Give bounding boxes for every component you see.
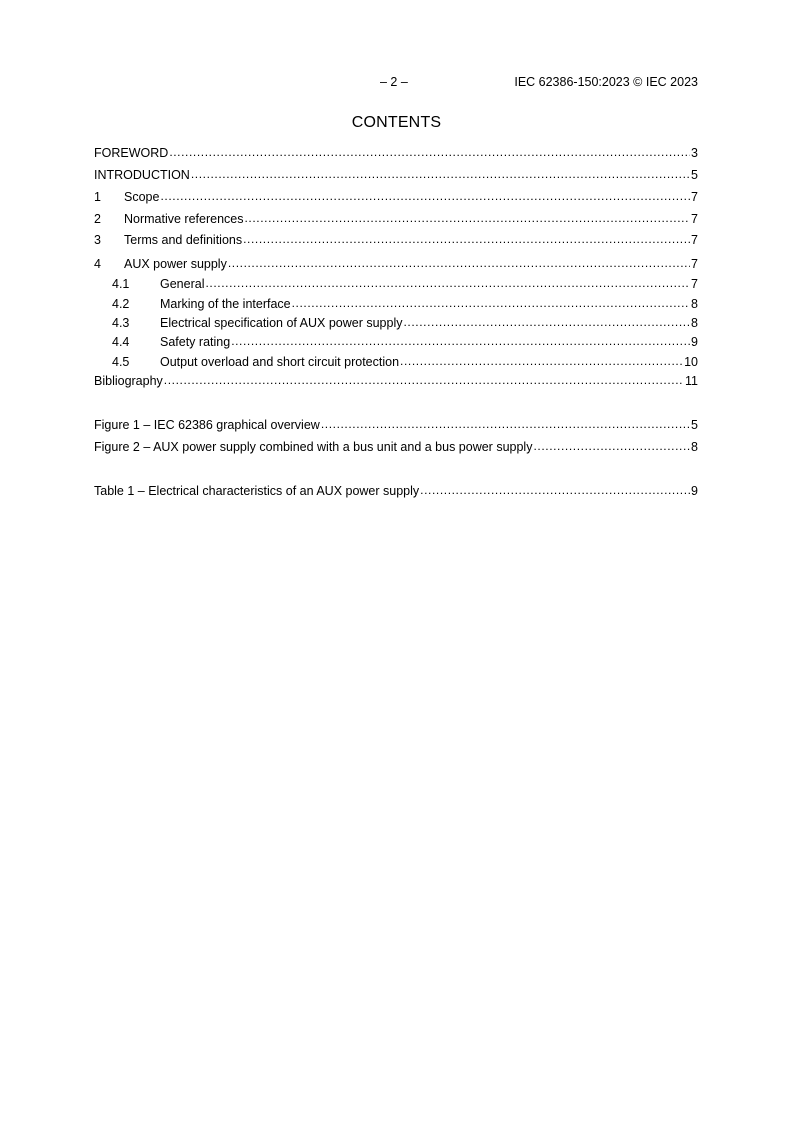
toc-entry-page: 7 [691, 257, 698, 271]
toc-entry-number: 1 [94, 190, 101, 204]
toc-entry-page: 10 [684, 355, 698, 369]
toc-entry-number: 4.3 [112, 316, 130, 330]
toc-entry-title: Normative references [124, 212, 244, 226]
toc-entry-title: Safety rating [160, 335, 231, 349]
toc-entry-normative-references[interactable] [94, 210, 698, 228]
toc-entry-number: 4.2 [112, 297, 130, 311]
toc-entry-number: 3 [94, 233, 101, 247]
toc-leader [292, 294, 690, 312]
toc-entry-foreword[interactable] [94, 144, 698, 162]
toc-entry-terms-and-definitions[interactable] [94, 231, 698, 249]
toc-leader [228, 254, 690, 272]
toc-leader [231, 332, 690, 350]
document-id: IEC 62386-150:2023 © IEC 2023 [514, 75, 698, 89]
toc-entry-number: 4.5 [112, 355, 130, 369]
contents-title: CONTENTS [351, 114, 442, 131]
toc-entry-title: Electrical specification of AUX power supply [160, 316, 403, 330]
toc-entry-title: General [160, 277, 205, 291]
toc-leader [205, 274, 690, 292]
page-header [94, 75, 698, 93]
toc-leader [245, 209, 691, 227]
toc-figure-2[interactable] [94, 438, 698, 456]
toc-table-title: Table 1 – Electrical characteristics of an AUX power supply [94, 484, 420, 498]
toc-entry-number: 4.4 [112, 335, 130, 349]
toc-figure-1[interactable] [94, 416, 698, 434]
toc-figure-title: Figure 2 – AUX power supply combined with a bus unit and a bus power supply [94, 440, 533, 454]
toc-leader [321, 415, 690, 433]
toc-entry-page: 7 [691, 277, 698, 291]
toc-figure-title: Figure 1 – IEC 62386 graphical overview [94, 418, 320, 432]
toc-leader [420, 481, 690, 499]
toc-entry-scope[interactable] [94, 188, 698, 206]
toc-entry-title: Scope [124, 190, 160, 204]
toc-table-1[interactable] [94, 482, 698, 500]
toc-entry-title: Marking of the interface [160, 297, 291, 311]
toc-entry-number: 2 [94, 212, 101, 226]
toc-entry-title: Terms and definitions [124, 233, 243, 247]
toc-entry-output-overload[interactable] [94, 353, 698, 371]
toc-entry-title: Bibliography [94, 374, 163, 388]
toc-leader [160, 187, 690, 205]
toc-entry-page: 11 [685, 374, 698, 388]
toc-entry-page: 7 [691, 212, 698, 226]
toc-entry-electrical-specification[interactable] [94, 314, 698, 332]
toc-leader [533, 437, 690, 455]
page-number: – 2 – [380, 75, 408, 89]
toc-entry-aux-power-supply[interactable] [94, 255, 698, 273]
toc-leader [400, 352, 683, 370]
toc-entry-bibliography[interactable] [94, 372, 698, 390]
toc-table-page: 9 [691, 484, 698, 498]
toc-entry-title: Output overload and short circuit protection [160, 355, 400, 369]
toc-figure-page: 5 [691, 418, 698, 432]
toc-leader [243, 230, 690, 248]
toc-entry-general[interactable] [94, 275, 698, 293]
toc-leader [169, 143, 690, 161]
toc-entry-number: 4.1 [112, 277, 130, 291]
toc-entry-page: 8 [691, 316, 698, 330]
toc-entry-marking-of-the-interface[interactable] [94, 295, 698, 313]
toc-leader [403, 313, 690, 331]
toc-entry-title: FOREWORD [94, 146, 169, 160]
toc-entry-page: 7 [691, 233, 698, 247]
toc-entry-introduction[interactable] [94, 166, 698, 184]
toc-entry-page: 7 [691, 190, 698, 204]
toc-entry-number: 4 [94, 257, 101, 271]
toc-entry-title: INTRODUCTION [94, 168, 190, 182]
toc-leader [164, 371, 684, 389]
toc-entry-title: AUX power supply [124, 257, 227, 271]
toc-figure-page: 8 [691, 440, 698, 454]
toc-entry-page: 9 [691, 335, 698, 349]
toc-entry-page: 5 [691, 168, 698, 182]
toc-entry-page: 3 [691, 146, 698, 160]
toc-entry-safety-rating[interactable] [94, 333, 698, 351]
toc-leader [191, 165, 690, 183]
toc-entry-page: 8 [691, 297, 698, 311]
